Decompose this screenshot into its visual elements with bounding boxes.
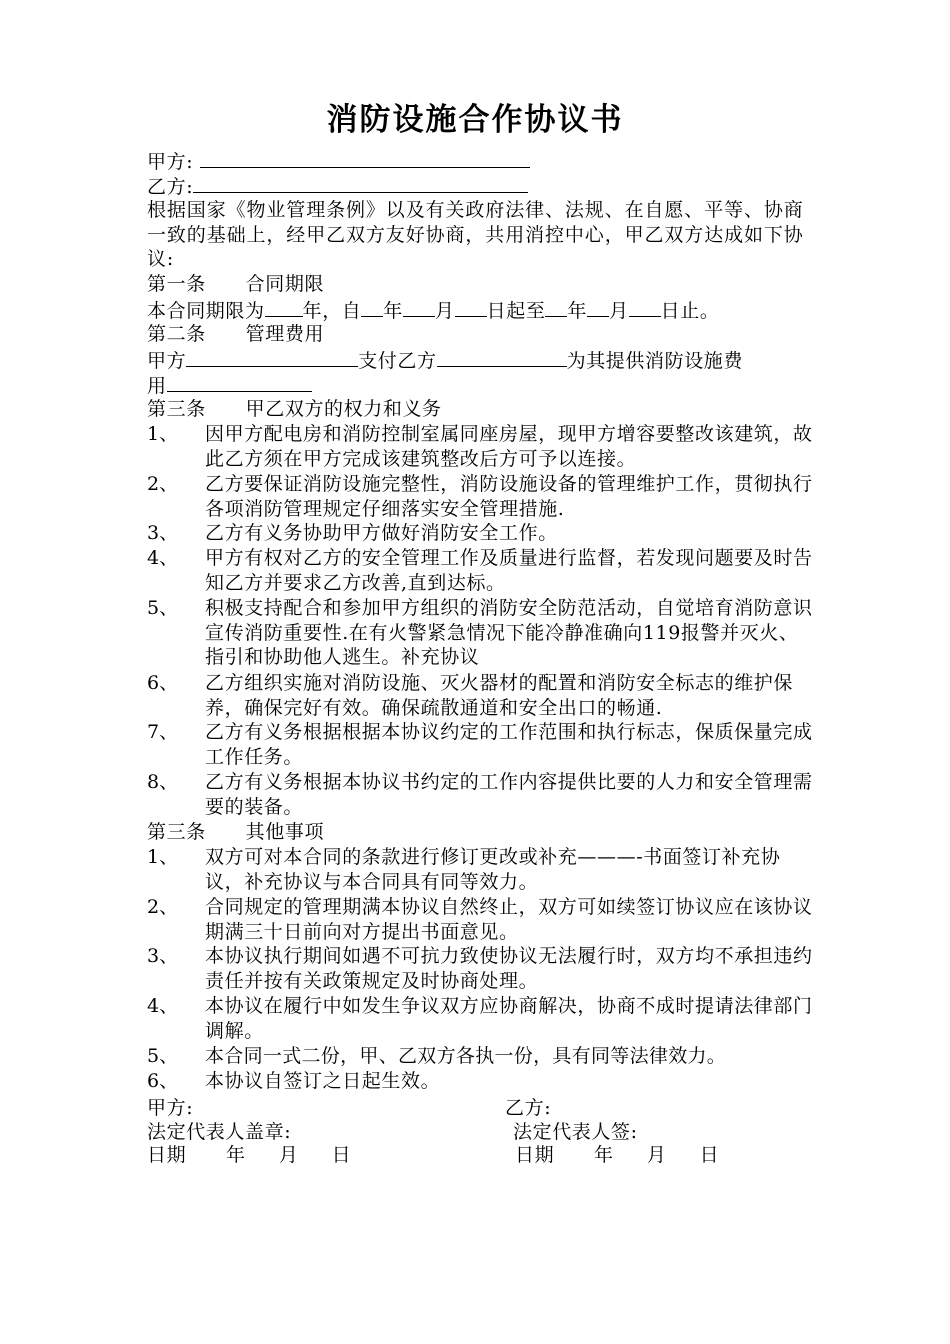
art3-item-5-text: 积极支持配合和参加甲方组织的消防安全防范活动，自觉培育消防意识宣传消防重要性.在有火警紧急情况下能冷静准确向119报警并灭火、指引和协助他人逃生。补充协议 — [205, 597, 813, 669]
art4-item-1-text: 双方可对本合同的条款进行修订更改或补充———-书面签订补充协议，补充协议与本合同具有同等效力。 — [205, 846, 781, 893]
art3-item-2-text: 乙方要保证消防设施完整性，消防设施设备的管理维护工作，贯彻执行各项消防管理规定仔细落实安全管理措施. — [205, 473, 813, 520]
art4-item-4-num: 4、 — [147, 995, 179, 1017]
article-2-heading: 第二条 管理费用 — [147, 323, 325, 345]
art3-item-1-num: 1、 — [147, 423, 179, 445]
art4-item-4-text: 本协议在履行中如发生争议双方应协商解决，协商不成时提请法律部门调解。 — [205, 995, 813, 1042]
art4-item-5-num: 5、 — [147, 1045, 179, 1067]
art3-item-3-num: 3、 — [147, 522, 179, 544]
party-a-line — [147, 148, 530, 175]
signature-b-date: 日期 年 月 日 — [515, 1144, 720, 1166]
art3-item-4-num: 4、 — [147, 547, 179, 569]
art3-item-1-text: 因甲方配电房和消防控制室属同座房屋，现甲方增容要整改该建筑，故此乙方须在甲方完成该建筑整改后方可予以连接。 — [205, 423, 813, 470]
art3-item-2-num: 2、 — [147, 473, 179, 495]
art3-item-3-text: 乙方有义务协助甲方做好消防安全工作。 — [205, 522, 558, 544]
art3-item-8-text: 乙方有义务根据本协议书约定的工作内容提供比要的人力和安全管理需要的装备。 — [205, 771, 813, 818]
article-4-heading: 第三条 其他事项 — [147, 821, 325, 843]
article-2-text: 甲方 支付乙方 为其提供消防设施费 — [147, 347, 743, 374]
article-3-heading: 第三条 甲乙双方的权力和义务 — [147, 398, 442, 420]
article-1-heading: 第一条 合同期限 — [147, 273, 325, 295]
party-b-label: 乙方: — [147, 176, 194, 198]
art3-item-5-num: 5、 — [147, 597, 179, 619]
art3-item-7-num: 7、 — [147, 721, 179, 743]
art3-item-6-num: 6、 — [147, 672, 179, 694]
art4-item-3-text: 本协议执行期间如遇不可抗力致使协议无法履行时，双方均不承担违约责任并按有关政策规定及时协商处理。 — [205, 945, 813, 992]
art3-item-4-text: 甲方有权对乙方的安全管理工作及质量进行监督，若发现问题要及时告知乙方并要求乙方改善,直到达标。 — [205, 547, 813, 594]
article-2-text-cont: 用 — [147, 372, 312, 399]
art4-item-2-text: 合同规定的管理期满本协议自然终止，双方可如续签订协议应在该协议期满三十日前向对方提出书面意见。 — [205, 896, 813, 943]
signature-b-representative: 法定代表人签: — [513, 1121, 638, 1143]
article-1-text: 本合同期限为 年，自 年 月 日起至 年 月 日止。 — [147, 297, 719, 324]
art4-item-6-text: 本协议自签订之日起生效。 — [205, 1070, 441, 1092]
art4-item-2-num: 2、 — [147, 896, 179, 918]
art3-item-8-num: 8、 — [147, 771, 179, 793]
art4-item-3-num: 3、 — [147, 945, 179, 967]
art4-item-1-num: 1、 — [147, 846, 179, 868]
signature-party-a: 甲方: — [147, 1097, 194, 1119]
art4-item-6-num: 6、 — [147, 1070, 179, 1092]
party-b-blank — [193, 173, 528, 193]
signature-a-representative: 法定代表人盖章: — [147, 1121, 292, 1143]
art3-item-6-text: 乙方组织实施对消防设施、灭火器材的配置和消防安全标志的维护保养，确保完好有效。确保疏散通道和安全出口的畅通. — [205, 672, 794, 719]
party-b-line — [147, 173, 528, 200]
signature-a-date: 日期 年 月 日 — [147, 1144, 352, 1166]
signature-party-b: 乙方: — [505, 1097, 552, 1119]
document-title: 消防设施合作协议书 — [326, 102, 624, 138]
art4-item-5-text: 本合同一式二份，甲、乙双方各执一份，具有同等法律效力。 — [205, 1045, 727, 1067]
intro-paragraph: 根据国家《物业管理条例》以及有关政府法律、法规、在自愿、平等、协商一致的基础上，经甲乙双方友好协商，共用消控中心，甲乙双方达成如下协议: — [147, 199, 804, 271]
art3-item-7-text: 乙方有义务根据根据本协议约定的工作范围和执行标志，保质保量完成工作任务。 — [205, 721, 813, 768]
party-a-label: 甲方: — [147, 151, 194, 173]
party-a-blank — [200, 148, 530, 168]
